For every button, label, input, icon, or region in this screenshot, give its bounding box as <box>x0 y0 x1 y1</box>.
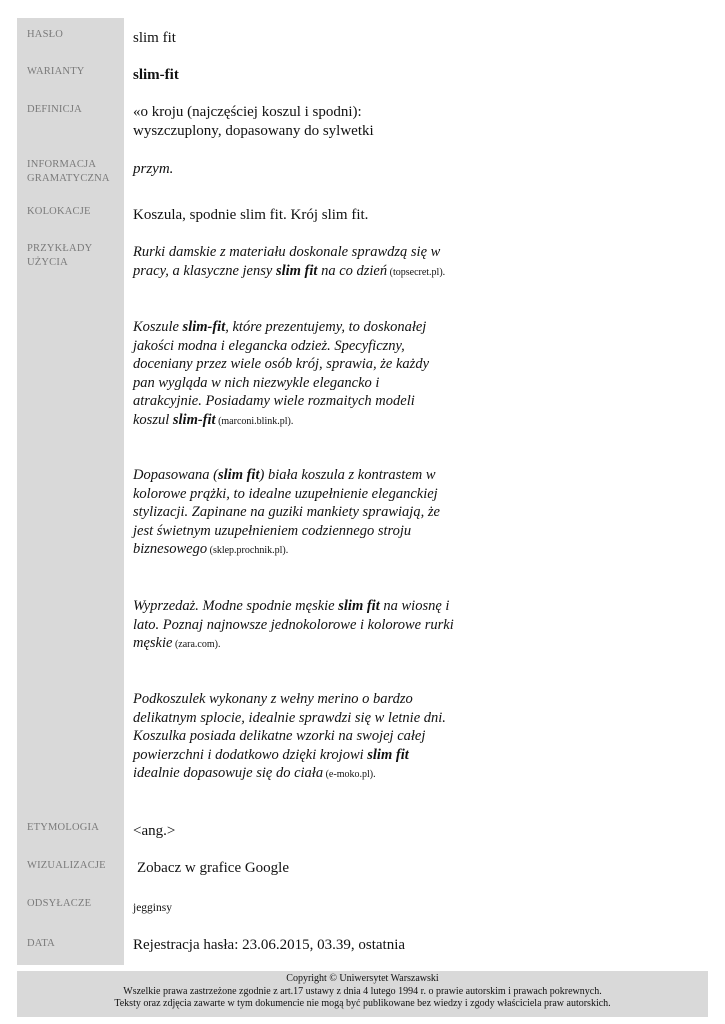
example-source: (sklep.prochnik.pl). <box>207 545 289 556</box>
label-przyklady-line1: PRZYKŁADY <box>27 243 93 254</box>
example-2: Koszule slim-fit, które prezentujemy, to doskonałej jakości modna i elegancka odzież. Specyficzny, doceniany przez wiele osób krój, sprawia, że każdy pan wygląda w nich niezwykle elegancko i atrakcyjnie. Posiadamy wiele rozmaitych modeli koszul slim-fit (marconi.blink.pl). <box>133 319 430 428</box>
label-haslo: HASŁO <box>27 29 64 40</box>
google-images-link[interactable]: Zobacz w grafice Google <box>137 860 290 876</box>
label-kolokacje: KOLOKACJE <box>27 206 91 217</box>
example-source: (e-moko.pl). <box>323 769 376 780</box>
label-data: DATA <box>27 938 55 949</box>
value-informacja: przym. <box>133 161 174 177</box>
value-etymologia: <ang.> <box>133 823 176 839</box>
label-przyklady-line2: UŻYCIA <box>27 257 68 268</box>
example-source: (topsecret.pl). <box>387 266 446 278</box>
keyword: slim fit <box>218 467 260 483</box>
keyword: slim-fit <box>172 411 216 428</box>
example-1: Rurki damskie z materiału doskonale sprawdzą się w pracy, a klasyczne jensy slim fit na co dzień (topsecret.pl). <box>133 244 446 279</box>
label-wizualizacje: WIZUALIZACJE <box>27 860 106 871</box>
label-warianty: WARIANTY <box>27 66 85 77</box>
label-informacja-gramatyczna <box>27 158 122 186</box>
example-3: Dopasowana (slim fit) biała koszula z kontrastem w kolorowe prążki, to idealne uzupełnienie eleganckiej stylizacji. Zapinane na guziki mankiety sprawiają, że jest świetnym uzupełnieniem codziennego stroju biznesowego (sklep.prochnik.pl). <box>133 467 440 557</box>
keyword: slim fit <box>367 746 409 763</box>
label-informacja-line2: GRAMATYCZNA <box>27 173 110 184</box>
label-przyklady-uzycia <box>27 242 122 270</box>
label-definicja: DEFINICJA <box>27 104 82 115</box>
footer-copyright: Copyright © Uniwersytet Warszawski <box>286 973 439 984</box>
value-kolokacje: Koszula, spodnie slim fit. Krój slim fit. <box>133 207 369 223</box>
label-etymologia: ETYMOLOGIA <box>27 822 99 833</box>
keyword: slim fit <box>275 262 318 279</box>
label-informacja-line1: INFORMACJA <box>27 159 97 170</box>
value-data: Rejestracja hasła: 23.06.2015, 03.39, ostatnia <box>133 937 406 953</box>
example-4: Wyprzedaż. Modne spodnie męskie slim fit na wiosnę i lato. Poznaj najnowsze jednokolorowe i kolorowe rurki męskie (zara.com). <box>133 598 454 651</box>
footer-notice: Teksty oraz zdjęcia zawarte w tym dokumencie nie mogą być publikowane bez wiedzy i zgody właściciela praw autorskich. <box>114 998 611 1009</box>
example-source: (zara.com). <box>172 639 221 650</box>
value-haslo: slim fit <box>133 30 176 46</box>
value-definicja: «o kroju (najczęściej koszul i spodni): wyszczuplony, dopasowany do sylwetki <box>133 104 374 139</box>
example-5: Podkoszulek wykonany z wełny merino o bardzo delikatnym splocie, idealnie sprawdzi się w letnie dni. Koszulka posiada delikatne wzorki na swojej całej powierzchni i dodatkowo dzięki krojowi slim fit idealnie dopasowuje się do ciała (e-moko.pl). <box>133 691 446 781</box>
label-odsylacze: ODSYŁACZE <box>27 898 92 909</box>
keyword: slim fit <box>338 598 380 614</box>
example-source: (marconi.blink.pl). <box>215 415 294 427</box>
cross-reference-link[interactable]: jegginsy <box>133 902 172 914</box>
keyword: slim-fit <box>182 319 226 335</box>
copyright-footer <box>17 971 708 1017</box>
footer-rights: Wszelkie prawa zastrzeżone zgodnie z art.17 ustawy z dnia 4 lutego 1994 r. o prawie autorskim i prawach pokrewnych. <box>123 985 602 997</box>
value-warianty: slim-fit <box>133 67 179 83</box>
